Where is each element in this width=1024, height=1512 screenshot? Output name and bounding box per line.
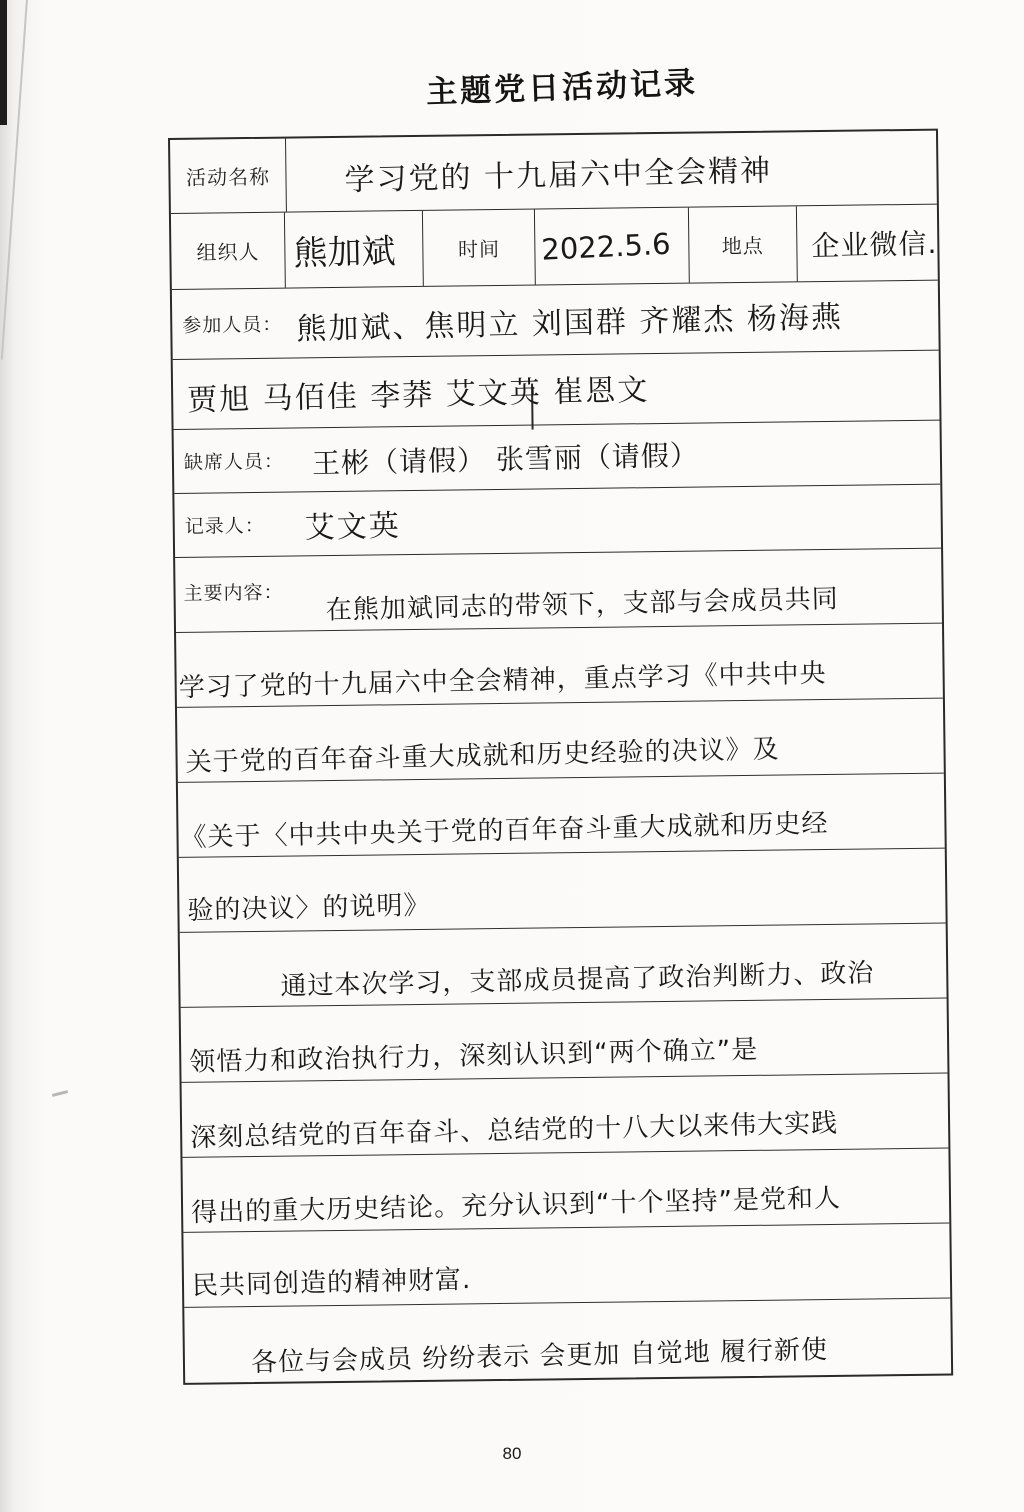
- organizer-label: 组织人: [196, 241, 260, 265]
- row-main-content-4: [178, 774, 945, 858]
- main-content-line: 领悟力和政治执行力，深刻认识到“两个确立”是: [189, 1034, 759, 1078]
- activity-record-table: [168, 129, 953, 1385]
- main-content-line: 学习了党的十九届六中全会精神，重点学习《中共中央: [178, 658, 827, 704]
- time-value-cell: [535, 208, 690, 285]
- row-main-content-9: [182, 1149, 949, 1233]
- stray-pen-mark: [52, 1090, 68, 1097]
- participants-label: 参加人员：: [182, 314, 283, 337]
- time-value: 2022.5.6: [540, 226, 672, 267]
- time-label-cell: [423, 210, 536, 286]
- activity-name-value-cell: [286, 131, 937, 212]
- recorder-value: 艾文英: [304, 508, 402, 546]
- document-title: 主题党日活动记录: [425, 65, 699, 110]
- row-absent-members: [174, 421, 941, 494]
- row-participants: [172, 281, 939, 360]
- participants-line2: 贾旭 马佰佳 李莽 艾文英 崔恩文: [186, 372, 650, 418]
- absent-label: 缺席人员：: [183, 451, 285, 474]
- recorder-label: 记录人：: [184, 515, 265, 538]
- main-content-line: 通过本次学习，支部成员提高了政治判断力、政治: [280, 958, 875, 1002]
- row-main-content-1: [175, 549, 942, 633]
- activity-name-label: 活动名称: [185, 166, 271, 190]
- place-value: 企业微信.: [811, 226, 938, 263]
- row-recorder: [174, 485, 941, 558]
- organizer-value: 熊加斌: [293, 231, 397, 275]
- participants-line1: 熊加斌、焦明立 刘国群 齐耀杰 杨海燕: [296, 299, 844, 347]
- place-label-cell: [689, 206, 798, 282]
- absent-value: 王彬（请假） 张雪丽（请假）: [311, 438, 700, 480]
- place-label: 地点: [721, 235, 764, 259]
- place-value-cell: [797, 205, 938, 282]
- main-content-line: 各位与会成员 纷纷表示 会更加 自觉地 履行新使: [250, 1335, 829, 1379]
- main-content-line: 验的决议〉的说明》: [187, 890, 431, 927]
- row-organizer-time-place: [171, 205, 938, 290]
- main-content-line: 得出的重大历史结论。充分认识到“十个坚持”是党和人: [190, 1183, 842, 1229]
- row-main-content-10: [183, 1224, 950, 1308]
- row-activity-name: [170, 131, 937, 214]
- scan-edge-artifact: [0, 0, 7, 125]
- main-content-line: 民共同创造的精神财富.: [191, 1264, 472, 1302]
- row-main-content-7: [181, 999, 948, 1083]
- row-main-content-11: [184, 1299, 951, 1383]
- main-content-label: 主要内容：: [183, 582, 284, 605]
- time-label: 时间: [457, 238, 501, 262]
- main-content-line: 关于党的百年奋斗重大成就和历史经验的决议》及: [185, 734, 780, 778]
- organizer-value-cell: [285, 211, 424, 288]
- main-content-line: 在熊加斌同志的带领下，支部与会成员共同: [325, 584, 840, 626]
- activity-name-value: 学习党的 十九届六中全会精神: [344, 152, 773, 198]
- page-number: 80: [502, 1444, 522, 1463]
- activity-name-label-cell: [170, 139, 287, 213]
- row-participants-continued: [173, 351, 940, 430]
- row-main-content-6: [180, 924, 947, 1008]
- main-content-line: 深刻总结党的百年奋斗、总结党的十八大以来伟大实践: [189, 1108, 839, 1154]
- row-main-content-5: [179, 849, 946, 933]
- organizer-label-cell: [171, 213, 286, 289]
- row-main-content-3: [177, 699, 944, 783]
- main-content-line: 《关于〈中共中央关于党的百年奋斗重大成就和历史经: [180, 808, 829, 854]
- row-main-content-8: [182, 1074, 949, 1158]
- row-main-content-2: [176, 624, 943, 708]
